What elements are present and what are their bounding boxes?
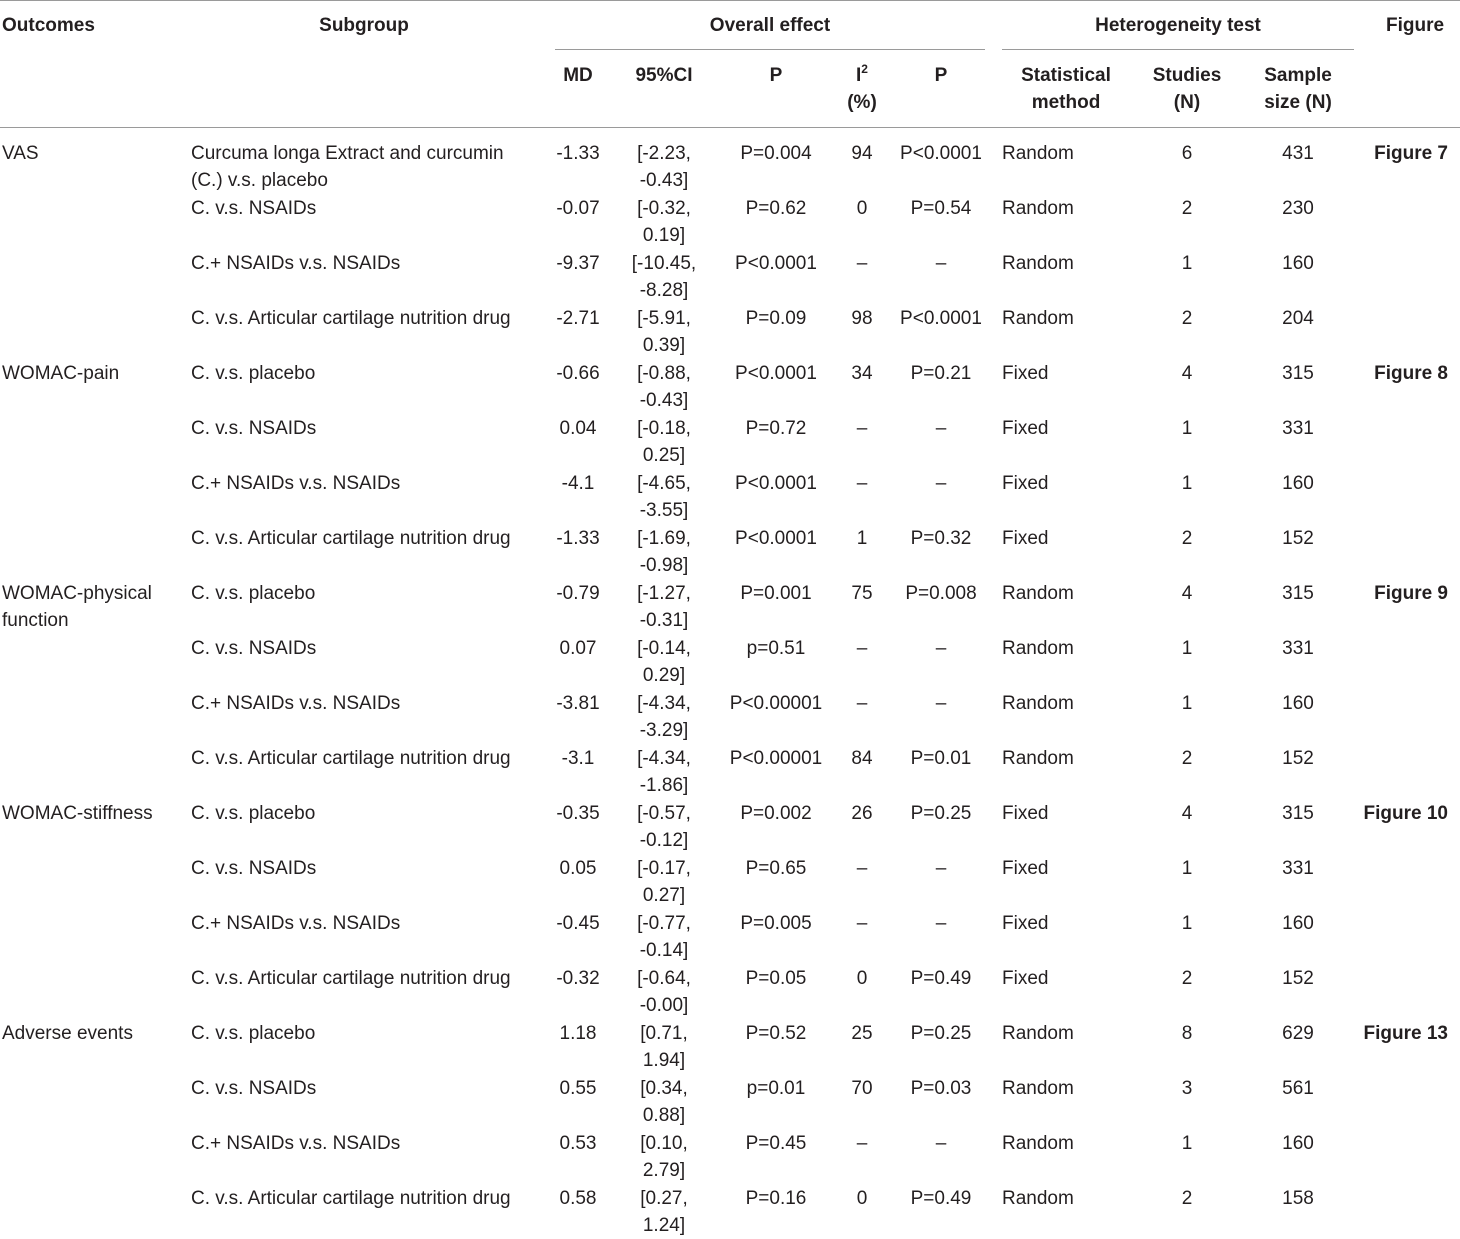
- cell-subgroup-line: C.+ NSAIDs v.s. NSAIDs: [191, 253, 401, 274]
- cell-95ci: [637, 800, 691, 854]
- cell-95ci-line: [0.71,: [640, 1023, 688, 1044]
- cell-p-heterogeneity: P<0.0001: [900, 308, 982, 329]
- cell-outcome-line: function: [2, 610, 69, 631]
- cell-subgroup: [191, 855, 316, 882]
- cell-subgroup-line: C. v.s. Articular cartilage nutrition drug: [191, 968, 511, 989]
- cell-p-effect: P=0.005: [740, 913, 812, 934]
- cell-statistical-method: Fixed: [1002, 858, 1049, 879]
- cell-studies: 2: [1181, 748, 1193, 769]
- cell-figure: Figure 8: [1374, 363, 1448, 384]
- header-95ci: 95%CI: [635, 65, 693, 86]
- cell-studies: 4: [1181, 363, 1193, 384]
- cell-95ci-line: 0.39]: [642, 335, 686, 356]
- header-md: MD: [563, 65, 593, 86]
- cell-95ci: [637, 745, 691, 799]
- cell-studies: 2: [1181, 308, 1193, 329]
- cell-md: -0.66: [556, 363, 600, 384]
- cell-statistical-method: Fixed: [1002, 363, 1049, 384]
- cell-subgroup: [191, 1020, 315, 1047]
- cell-p-heterogeneity: P=0.49: [910, 968, 972, 989]
- cell-subgroup-line: C. v.s. placebo: [191, 363, 316, 384]
- cell-sample-size: 331: [1282, 638, 1314, 659]
- cell-95ci: [640, 1020, 688, 1074]
- cell-95ci-line: [-0.32,: [637, 198, 691, 219]
- cell-figure: Figure 7: [1374, 143, 1448, 164]
- cell-95ci-line: -3.55]: [639, 500, 689, 521]
- table-top-rule: [0, 0, 1460, 1]
- cell-md: -2.71: [556, 308, 600, 329]
- cell-studies: 4: [1181, 803, 1193, 824]
- cell-sample-size: 629: [1282, 1023, 1314, 1044]
- cell-md: -0.79: [556, 583, 600, 604]
- cell-subgroup: [191, 305, 511, 332]
- cell-outcome: [2, 360, 119, 387]
- header-statistical-method: [1021, 62, 1111, 116]
- cell-statistical-method: Random: [1002, 253, 1074, 274]
- cell-statistical-method: Fixed: [1002, 968, 1049, 989]
- cell-outcome-line: WOMAC-stiffness: [2, 803, 153, 824]
- cell-95ci-line: [-0.77,: [637, 913, 691, 934]
- cell-statistical-method: Fixed: [1002, 913, 1049, 934]
- cell-md: 0.58: [559, 1188, 597, 1209]
- cell-subgroup-line: C. v.s. NSAIDs: [191, 198, 317, 219]
- cell-i2: 0: [856, 968, 868, 989]
- cell-subgroup-line: C. v.s. NSAIDs: [191, 638, 317, 659]
- cell-subgroup-line: C. v.s. NSAIDs: [191, 858, 317, 879]
- cell-95ci: [640, 1130, 688, 1184]
- cell-md: 1.18: [559, 1023, 597, 1044]
- cell-subgroup: [191, 140, 504, 194]
- cell-studies: 2: [1181, 968, 1193, 989]
- cell-p-heterogeneity: P<0.0001: [900, 143, 982, 164]
- header-studies-line2: (N): [1173, 92, 1201, 113]
- cell-95ci-line: [-0.14,: [637, 638, 691, 659]
- cell-p-effect: P=0.05: [745, 968, 807, 989]
- cell-sample-size: 160: [1282, 1133, 1314, 1154]
- cell-subgroup-line: C. v.s. placebo: [191, 583, 316, 604]
- cell-sample-size: 561: [1282, 1078, 1314, 1099]
- cell-95ci-line: -0.14]: [639, 940, 689, 961]
- cell-i2: 0: [856, 198, 868, 219]
- cell-95ci: [637, 910, 691, 964]
- cell-outcome: [2, 140, 39, 167]
- cell-i2: –: [856, 638, 868, 659]
- cell-subgroup: [191, 635, 316, 662]
- cell-95ci-line: [-0.57,: [637, 803, 691, 824]
- cell-95ci-line: -0.00]: [639, 995, 689, 1016]
- cell-studies: 1: [1181, 1133, 1193, 1154]
- cell-p-effect: P=0.45: [745, 1133, 807, 1154]
- header-studies: [1153, 62, 1222, 116]
- cell-md: 0.53: [559, 1133, 597, 1154]
- cell-i2: 98: [851, 308, 873, 329]
- cell-figure: Figure 10: [1363, 803, 1448, 824]
- cell-statistical-method: Random: [1002, 638, 1074, 659]
- cell-sample-size: 160: [1282, 473, 1314, 494]
- cell-i2: –: [856, 418, 868, 439]
- cell-p-heterogeneity: P=0.03: [910, 1078, 972, 1099]
- cell-p-effect: p=0.51: [746, 638, 806, 659]
- cell-subgroup: [191, 1130, 400, 1157]
- cell-i2: 70: [851, 1078, 873, 1099]
- cell-p-heterogeneity: P=0.21: [910, 363, 972, 384]
- cell-studies: 3: [1181, 1078, 1193, 1099]
- cell-p-heterogeneity: P=0.25: [910, 803, 972, 824]
- header-sample-line2: size (N): [1264, 92, 1332, 113]
- cell-sample-size: 315: [1282, 363, 1314, 384]
- cell-md: -3.1: [561, 748, 595, 769]
- header-i2-base: I: [856, 65, 862, 86]
- cell-i2: 94: [851, 143, 873, 164]
- cell-subgroup: [191, 745, 511, 772]
- cell-studies: 1: [1181, 913, 1193, 934]
- cell-subgroup-line: (C.) v.s. placebo: [191, 170, 328, 191]
- cell-95ci-line: [-0.64,: [637, 968, 691, 989]
- cell-md: 0.05: [559, 858, 597, 879]
- cell-statistical-method: Random: [1002, 1188, 1074, 1209]
- cell-md: -1.33: [556, 143, 600, 164]
- cell-statistical-method: Random: [1002, 1133, 1074, 1154]
- cell-i2: –: [856, 1133, 868, 1154]
- cell-95ci-line: [-5.91,: [637, 308, 691, 329]
- cell-subgroup-line: C.+ NSAIDs v.s. NSAIDs: [191, 693, 401, 714]
- cell-subgroup: [191, 250, 400, 277]
- cell-statistical-method: Random: [1002, 1078, 1074, 1099]
- cell-95ci-line: -0.98]: [639, 555, 689, 576]
- cell-95ci-line: [-4.34,: [637, 748, 691, 769]
- cell-sample-size: 315: [1282, 583, 1314, 604]
- cell-i2: –: [856, 253, 868, 274]
- cell-figure: Figure 13: [1363, 1023, 1448, 1044]
- cell-sample-size: 331: [1282, 858, 1314, 879]
- cell-subgroup-line: C.+ NSAIDs v.s. NSAIDs: [191, 913, 401, 934]
- cell-95ci: [640, 1185, 688, 1239]
- cell-p-effect: P=0.62: [745, 198, 807, 219]
- header-outcomes: Outcomes: [2, 15, 95, 36]
- cell-statistical-method: Fixed: [1002, 418, 1049, 439]
- cell-p-heterogeneity: P=0.54: [910, 198, 972, 219]
- cell-p-heterogeneity: P=0.008: [905, 583, 977, 604]
- cell-studies: 1: [1181, 693, 1193, 714]
- header-sample-size: [1264, 62, 1332, 116]
- cell-95ci-line: -0.12]: [639, 830, 689, 851]
- cell-statistical-method: Random: [1002, 308, 1074, 329]
- cell-p-effect: P=0.72: [745, 418, 807, 439]
- cell-p-heterogeneity: P=0.01: [910, 748, 972, 769]
- cell-studies: 8: [1181, 1023, 1193, 1044]
- cell-studies: 1: [1181, 418, 1193, 439]
- cell-outcome: [2, 800, 153, 827]
- cell-sample-size: 230: [1282, 198, 1314, 219]
- cell-p-heterogeneity: P=0.32: [910, 528, 972, 549]
- cell-subgroup: [191, 1185, 511, 1212]
- cell-subgroup: [191, 965, 511, 992]
- cell-95ci-line: [-0.88,: [637, 363, 691, 384]
- cell-subgroup: [191, 470, 400, 497]
- cell-p-effect: P<0.00001: [729, 693, 823, 714]
- cell-p-heterogeneity: –: [935, 1133, 947, 1154]
- cell-95ci-line: -0.31]: [639, 610, 689, 631]
- cell-95ci: [637, 690, 691, 744]
- cell-md: -0.32: [556, 968, 600, 989]
- cell-sample-size: 315: [1282, 803, 1314, 824]
- cell-95ci-line: [-1.69,: [637, 528, 691, 549]
- cell-subgroup: [191, 525, 511, 552]
- cell-p-effect: P=0.65: [745, 858, 807, 879]
- cell-outcome: [2, 580, 152, 634]
- cell-subgroup: [191, 580, 315, 607]
- cell-95ci-line: 0.29]: [642, 665, 686, 686]
- cell-studies: 2: [1181, 1188, 1193, 1209]
- cell-95ci-line: -8.28]: [639, 280, 689, 301]
- cell-95ci-line: [0.34,: [640, 1078, 688, 1099]
- cell-studies: 1: [1181, 473, 1193, 494]
- cell-sample-size: 160: [1282, 693, 1314, 714]
- cell-95ci-line: 1.94]: [642, 1050, 686, 1071]
- cell-p-heterogeneity: P=0.25: [910, 1023, 972, 1044]
- cell-outcome-line: WOMAC-physical: [2, 583, 152, 604]
- cell-i2: 26: [851, 803, 873, 824]
- header-method-line1: Statistical: [1021, 65, 1111, 86]
- cell-studies: 1: [1181, 253, 1193, 274]
- cell-subgroup: [191, 195, 316, 222]
- cell-md: -3.81: [556, 693, 600, 714]
- cell-statistical-method: Random: [1002, 693, 1074, 714]
- cell-i2: –: [856, 858, 868, 879]
- cell-p-heterogeneity: –: [935, 418, 947, 439]
- cell-figure: Figure 9: [1374, 583, 1448, 604]
- cell-95ci-line: [-4.65,: [637, 473, 691, 494]
- cell-95ci: [637, 415, 691, 469]
- cell-95ci-line: [-0.17,: [637, 858, 691, 879]
- cell-p-effect: P=0.004: [740, 143, 812, 164]
- cell-md: -0.45: [556, 913, 600, 934]
- cell-sample-size: 331: [1282, 418, 1314, 439]
- header-studies-line1: Studies: [1152, 65, 1222, 86]
- cell-subgroup-line: Curcuma longa Extract and curcumin: [191, 143, 504, 164]
- cell-p-effect: P<0.0001: [735, 473, 817, 494]
- cell-95ci-line: 0.19]: [642, 225, 686, 246]
- header-method-line2: method: [1031, 92, 1101, 113]
- cell-p-heterogeneity: –: [935, 473, 947, 494]
- cell-95ci-line: -3.29]: [639, 720, 689, 741]
- cell-statistical-method: Fixed: [1002, 528, 1049, 549]
- cell-p-effect: P=0.002: [740, 803, 812, 824]
- cell-subgroup: [191, 360, 315, 387]
- cell-subgroup-line: C.+ NSAIDs v.s. NSAIDs: [191, 1133, 401, 1154]
- cell-subgroup: [191, 415, 316, 442]
- cell-md: -1.33: [556, 528, 600, 549]
- cell-studies: 2: [1181, 528, 1193, 549]
- cell-md: 0.07: [559, 638, 597, 659]
- cell-statistical-method: Fixed: [1002, 803, 1049, 824]
- cell-95ci: [637, 140, 691, 194]
- cell-subgroup: [191, 800, 315, 827]
- header-overall-effect: Overall effect: [709, 15, 831, 36]
- header-heterogeneity-test: Heterogeneity test: [1095, 15, 1261, 36]
- cell-md: -9.37: [556, 253, 600, 274]
- cell-i2: 25: [851, 1023, 873, 1044]
- cell-i2: –: [856, 913, 868, 934]
- cell-95ci-line: [-4.34,: [637, 693, 691, 714]
- cell-outcome-line: Adverse events: [2, 1023, 133, 1044]
- cell-p-effect: P=0.52: [745, 1023, 807, 1044]
- cell-subgroup-line: C. v.s. NSAIDs: [191, 418, 317, 439]
- cell-studies: 2: [1181, 198, 1193, 219]
- cell-statistical-method: Random: [1002, 143, 1074, 164]
- cell-statistical-method: Random: [1002, 583, 1074, 604]
- header-i2: [847, 62, 877, 116]
- cell-95ci-line: [-10.45,: [631, 253, 697, 274]
- cell-subgroup: [191, 1075, 316, 1102]
- cell-outcome-line: VAS: [2, 143, 39, 164]
- header-sample-line1: Sample: [1264, 65, 1332, 86]
- cell-95ci-line: 1.24]: [642, 1215, 686, 1236]
- cell-p-effect: P<0.00001: [729, 748, 823, 769]
- cell-p-effect: P<0.0001: [735, 253, 817, 274]
- cell-95ci: [637, 470, 691, 524]
- cell-p-heterogeneity: –: [935, 858, 947, 879]
- cell-95ci: [632, 250, 696, 304]
- cell-studies: 1: [1181, 638, 1193, 659]
- cell-95ci-line: 2.79]: [642, 1160, 686, 1181]
- cell-p-heterogeneity: –: [935, 913, 947, 934]
- cell-statistical-method: Fixed: [1002, 473, 1049, 494]
- cell-studies: 4: [1181, 583, 1193, 604]
- cell-studies: 6: [1181, 143, 1193, 164]
- header-p-effect: P: [769, 65, 783, 86]
- header-figure: Figure: [1385, 15, 1445, 36]
- cell-subgroup: [191, 690, 400, 717]
- cell-95ci-line: -0.43]: [639, 390, 689, 411]
- cell-p-effect: P=0.001: [740, 583, 812, 604]
- overall-effect-rule: [555, 49, 985, 50]
- cell-subgroup-line: C. v.s. Articular cartilage nutrition drug: [191, 748, 511, 769]
- header-bottom-rule: [0, 127, 1460, 128]
- cell-p-heterogeneity: P=0.49: [910, 1188, 972, 1209]
- cell-95ci-line: 0.88]: [642, 1105, 686, 1126]
- cell-sample-size: 152: [1282, 748, 1314, 769]
- cell-i2: 75: [851, 583, 873, 604]
- cell-sample-size: 152: [1282, 528, 1314, 549]
- cell-statistical-method: Random: [1002, 748, 1074, 769]
- cell-95ci-line: [-1.27,: [637, 583, 691, 604]
- cell-95ci: [637, 525, 691, 579]
- cell-95ci: [637, 360, 691, 414]
- cell-p-effect: P<0.0001: [735, 363, 817, 384]
- cell-i2: 34: [851, 363, 873, 384]
- cell-studies: 1: [1181, 858, 1193, 879]
- cell-subgroup-line: C. v.s. placebo: [191, 803, 316, 824]
- cell-sample-size: 152: [1282, 968, 1314, 989]
- cell-i2: –: [856, 693, 868, 714]
- cell-p-effect: P=0.16: [745, 1188, 807, 1209]
- cell-p-effect: P=0.09: [745, 308, 807, 329]
- cell-outcome: [2, 1020, 133, 1047]
- cell-subgroup-line: C.+ NSAIDs v.s. NSAIDs: [191, 473, 401, 494]
- cell-95ci-line: 0.25]: [642, 445, 686, 466]
- cell-subgroup-line: C. v.s. Articular cartilage nutrition drug: [191, 1188, 511, 1209]
- header-p-heterogeneity: P: [934, 65, 948, 86]
- cell-95ci: [637, 195, 691, 249]
- cell-sample-size: 160: [1282, 913, 1314, 934]
- header-i2-unit: (%): [847, 92, 877, 113]
- cell-p-effect: P<0.0001: [735, 528, 817, 549]
- header-i2-sup: 2: [861, 62, 868, 76]
- cell-p-heterogeneity: –: [935, 253, 947, 274]
- cell-95ci-line: [-2.23,: [637, 143, 691, 164]
- cell-subgroup: [191, 910, 400, 937]
- cell-md: -0.07: [556, 198, 600, 219]
- cell-md: 0.55: [559, 1078, 597, 1099]
- cell-i2: 84: [851, 748, 873, 769]
- cell-p-heterogeneity: –: [935, 693, 947, 714]
- cell-i2: 0: [856, 1188, 868, 1209]
- cell-95ci-line: [-0.18,: [637, 418, 691, 439]
- cell-md: -4.1: [561, 473, 595, 494]
- cell-95ci-line: -0.43]: [639, 170, 689, 191]
- cell-95ci: [637, 580, 691, 634]
- cell-sample-size: 160: [1282, 253, 1314, 274]
- cell-md: -0.35: [556, 803, 600, 824]
- cell-outcome-line: WOMAC-pain: [2, 363, 120, 384]
- cell-p-heterogeneity: –: [935, 638, 947, 659]
- cell-sample-size: 204: [1282, 308, 1314, 329]
- cell-statistical-method: Random: [1002, 1023, 1074, 1044]
- cell-p-effect: p=0.01: [746, 1078, 806, 1099]
- cell-95ci-line: [0.10,: [640, 1133, 688, 1154]
- cell-statistical-method: Random: [1002, 198, 1074, 219]
- cell-subgroup-line: C. v.s. Articular cartilage nutrition drug: [191, 308, 511, 329]
- cell-subgroup-line: C. v.s. placebo: [191, 1023, 316, 1044]
- cell-95ci-line: -1.86]: [639, 775, 689, 796]
- cell-subgroup-line: C. v.s. NSAIDs: [191, 1078, 317, 1099]
- cell-md: 0.04: [559, 418, 597, 439]
- cell-95ci: [637, 965, 691, 1019]
- cell-95ci-line: [0.27,: [640, 1188, 688, 1209]
- header-subgroup: Subgroup: [319, 15, 409, 36]
- cell-sample-size: 158: [1282, 1188, 1314, 1209]
- heterogeneity-rule: [1002, 49, 1354, 50]
- cell-95ci-line: 0.27]: [642, 885, 686, 906]
- cell-i2: –: [856, 473, 868, 494]
- cell-subgroup-line: C. v.s. Articular cartilage nutrition drug: [191, 528, 511, 549]
- cell-95ci: [637, 305, 691, 359]
- cell-95ci: [637, 855, 691, 909]
- cell-sample-size: 431: [1282, 143, 1314, 164]
- cell-95ci: [637, 635, 691, 689]
- cell-i2: 1: [856, 528, 868, 549]
- cell-95ci: [640, 1075, 688, 1129]
